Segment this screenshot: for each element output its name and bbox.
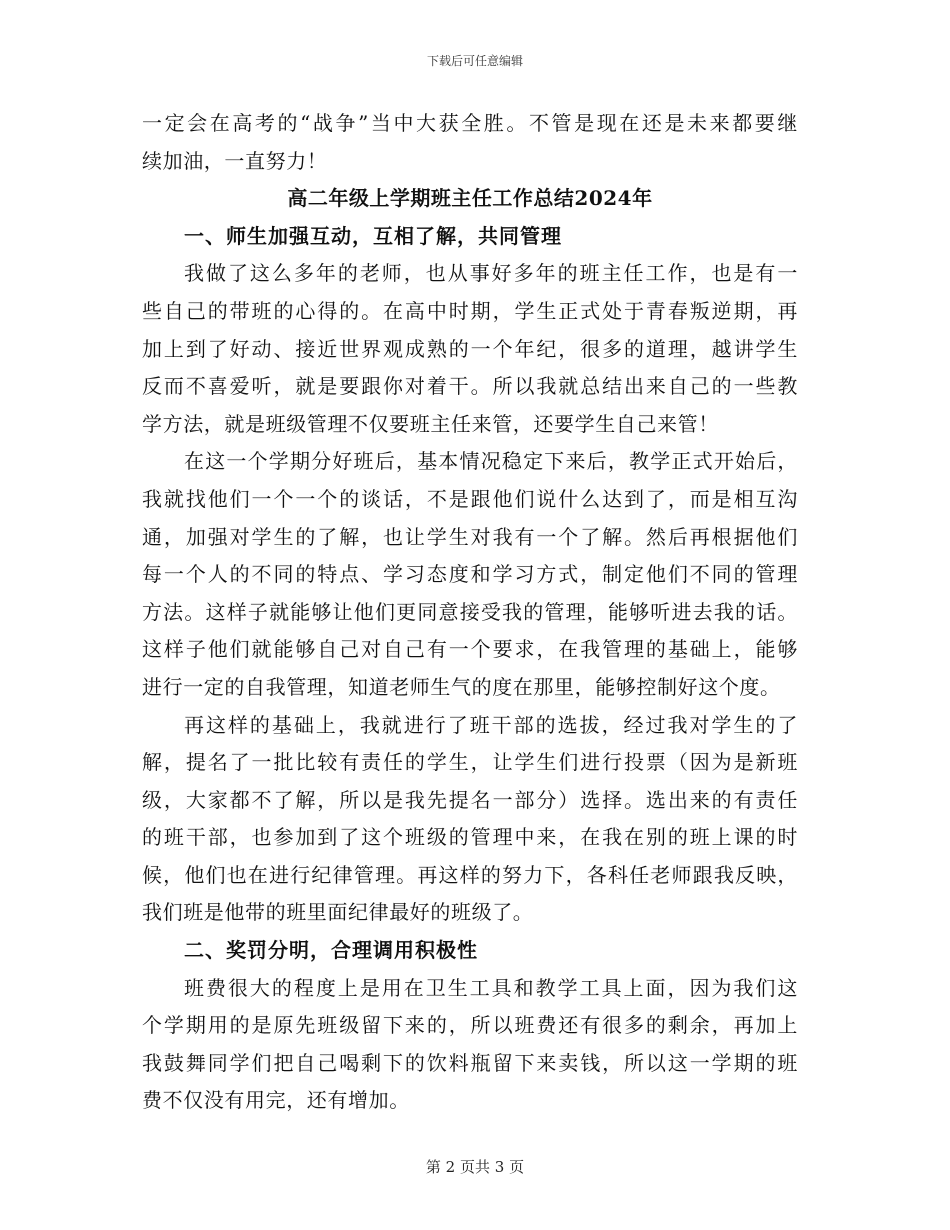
body-line: 我们班是他带的班里面纪律最好的班级了。: [142, 900, 534, 925]
page-header: 下载后可任意编辑: [426, 54, 523, 68]
body-line: 反而不喜爱听，就是要跟你对着干。所以我就总结出来自己的一些教: [142, 374, 798, 399]
body-line: 学方法，就是班级管理不仅要班主任来管，还要学生自己来管！: [142, 411, 719, 436]
body-line: 个学期用的是原先班级留下来的，所以班费还有很多的剩余，再加上: [142, 1013, 798, 1038]
body-line: 我做了这么多年的老师，也从事好多年的班主任工作，也是有一: [184, 261, 798, 286]
body-line: 这样子他们就能够自己对自己有一个要求，在我管理的基础上，能够: [142, 637, 798, 662]
document-body: [142, 105, 798, 1120]
body-line: 我鼓舞同学们把自己喝剩下的饮料瓶留下来卖钱，所以这一学期的班: [142, 1050, 798, 1075]
body-line: 候，他们也在进行纪律管理。再这样的努力下，各科任老师跟我反映，: [142, 862, 798, 887]
body-line: 加上到了好动、接近世界观成熟的一个年纪，很多的道理，越讲学生: [142, 336, 798, 361]
document-title: 高二年级上学期班主任工作总结2024年: [287, 186, 653, 211]
paragraph: [142, 970, 798, 1120]
paragraph: [142, 255, 798, 443]
section-heading: 一、师生加强互动，互相了解，共同管理: [184, 223, 562, 248]
body-line: 通，加强对学生的了解，也让学生对我有一个了解。然后再根据他们: [142, 524, 798, 549]
body-line: 每一个人的不同的特点、学习态度和学习方式，制定他们不同的管理: [142, 562, 798, 587]
body-line: 班费很大的程度上是用在卫生工具和教学工具上面，因为我们这: [184, 975, 798, 1000]
paragraph: [142, 443, 798, 706]
body-line: 方法。这样子就能够让他们更同意接受我的管理，能够听进去我的话。: [142, 599, 798, 624]
body-line: 进行一定的自我管理，知道老师生气的度在那里，能够控制好这个度。: [142, 674, 781, 699]
body-line: 的班干部，也参加到了这个班级的管理中来，在我在别的班上课的时: [142, 825, 798, 850]
body-line: 在这一个学期分好班后，基本情况稳定下来后，教学正式开始后，: [184, 449, 798, 474]
body-line: 些自己的带班的心得的。在高中时期，学生正式处于青春叛逆期，再: [142, 298, 798, 323]
body-line: 一定会在高考的“战争”当中大获全胜。不管是现在还是未来都要继: [142, 111, 798, 135]
body-line: 我就找他们一个一个的谈话，不是跟他们说什么达到了，而是相互沟: [142, 486, 798, 511]
paragraph: [142, 707, 798, 933]
body-line: 再这样的基础上，我就进行了班干部的选拔，经过我对学生的了: [184, 712, 798, 737]
body-line: 续加油，一直努力！: [142, 148, 328, 173]
page-footer: 第 2 页共 3 页: [425, 1158, 525, 1176]
section-heading: 二、奖罚分明，合理调用积极性: [184, 938, 478, 963]
body-line: 费不仅没有用完，还有增加。: [142, 1088, 410, 1113]
body-line: 解，提名了一批比较有责任的学生，让学生们进行投票（因为是新班: [142, 750, 798, 775]
body-line: 级，大家都不了解，所以是我先提名一部分）选择。选出来的有责任: [142, 787, 798, 812]
